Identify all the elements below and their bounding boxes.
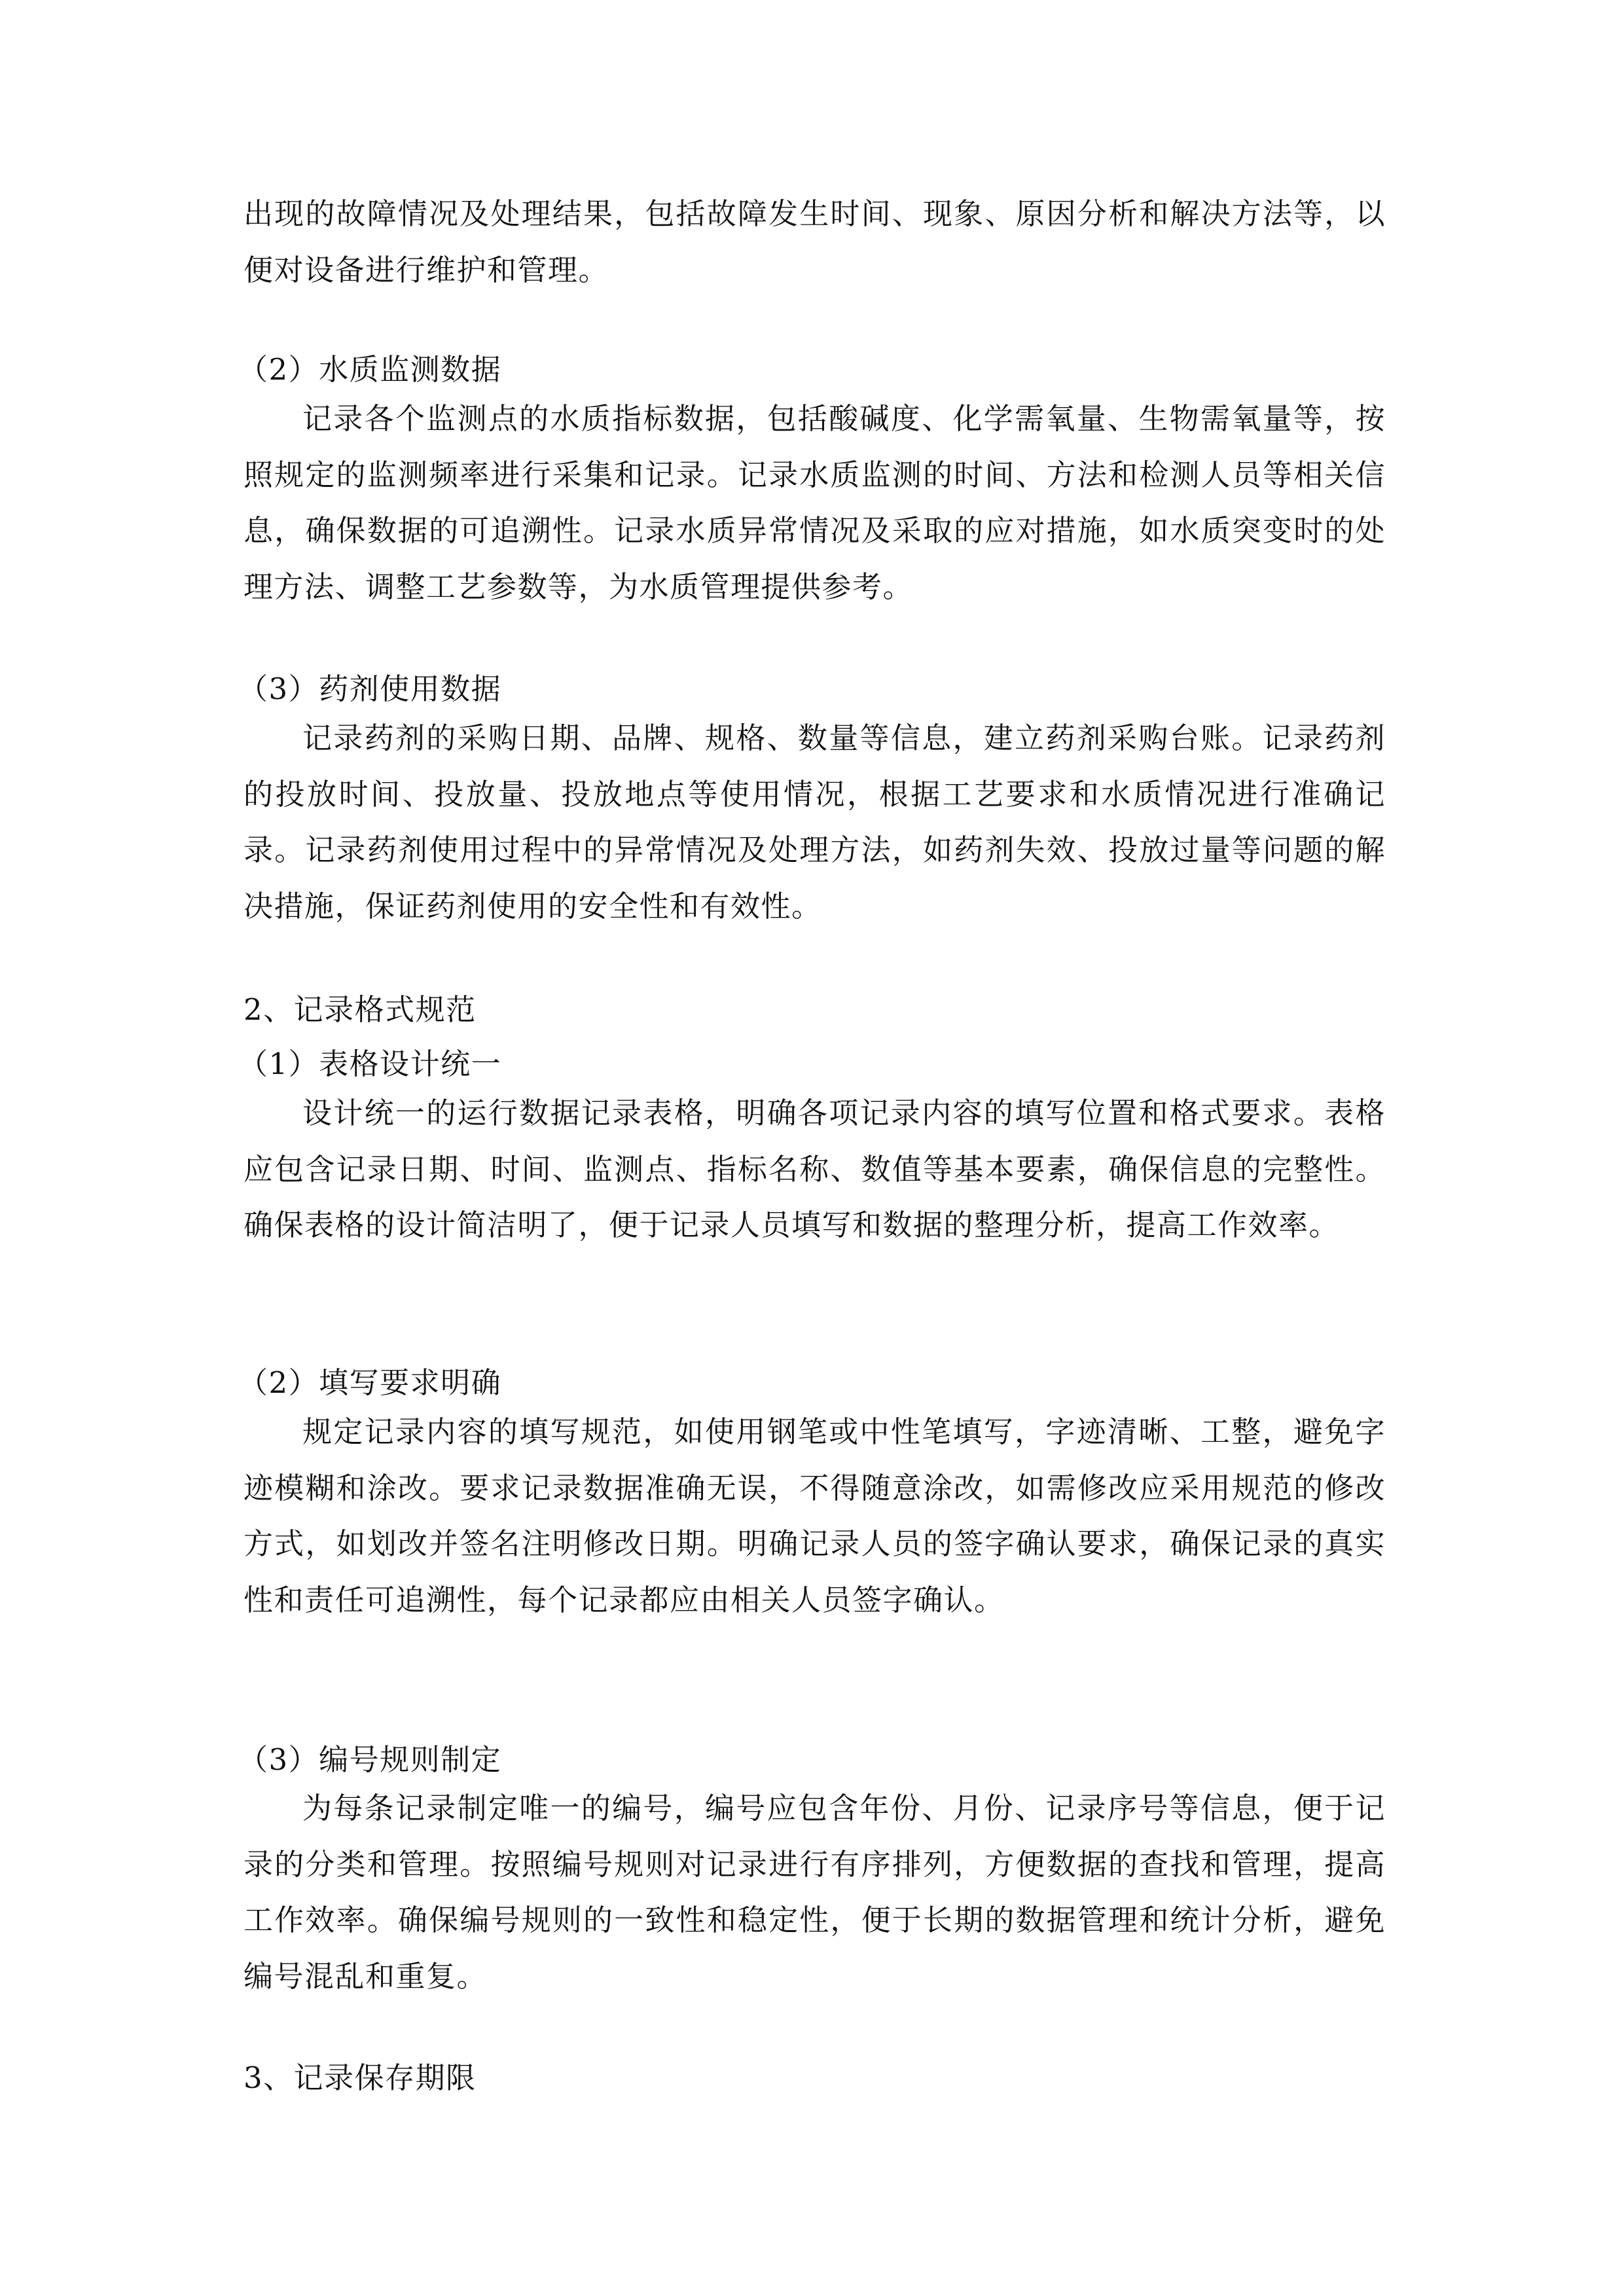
paragraph-fault-records-continued: 出现的故障情况及处理结果，包括故障发生时间、现象、原因分析和解决方法等，以便对设备进行维护和管理。 bbox=[244, 196, 1386, 287]
section-heading-retention-period: 3、记录保存期限 bbox=[244, 2060, 477, 2095]
subheading-filling-requirements: （2）填写要求明确 bbox=[238, 1365, 502, 1400]
section-heading-record-format: 2、记录格式规范 bbox=[244, 992, 477, 1027]
paragraph-water-quality-data: 记录各个监测点的水质指标数据，包括酸碱度、化学需氧量、生物需氧量等，按照规定的监测频率进行采集和记录。记录水质监测的时间、方法和检测人员等相关信息，确保数据的可追溯性。记录水质异常情况及采取的应对措施，如水质突变时的处理方法、调整工艺参数等，为水质管理提供参考。 bbox=[244, 401, 1386, 604]
subheading-chemical-usage-data: （3）药剂使用数据 bbox=[238, 672, 502, 706]
subheading-table-design: （1）表格设计统一 bbox=[238, 1047, 502, 1081]
subheading-numbering-rules: （3）编号规则制定 bbox=[238, 1742, 502, 1777]
paragraph-chemical-usage-data: 记录药剂的采购日期、品牌、规格、数量等信息，建立药剂采购台账。记录药剂的投放时间、投放量、投放地点等使用情况，根据工艺要求和水质情况进行准确记录。记录药剂使用过程中的异常情况及处理方法，如药剂失效、投放过量等问题的解决措施，保证药剂使用的安全性和有效性。 bbox=[244, 721, 1386, 924]
subheading-water-quality-data: （2）水质监测数据 bbox=[238, 352, 502, 387]
paragraph-filling-requirements: 规定记录内容的填写规范，如使用钢笔或中性笔填写，字迹清晰、工整，避免字迹模糊和涂改。要求记录数据准确无误，不得随意涂改，如需修改应采用规范的修改方式，如划改并签名注明修改日期。明确记录人员的签字确认要求，确保记录的真实性和责任可追溯性，每个记录都应由相关人员签字确认。 bbox=[244, 1414, 1386, 1617]
paragraph-table-design: 设计统一的运行数据记录表格，明确各项记录内容的填写位置和格式要求。表格应包含记录日期、时间、监测点、指标名称、数值等基本要素，确保信息的完整性。确保表格的设计简洁明了，便于记录人员填写和数据的整理分析，提高工作效率。 bbox=[244, 1096, 1386, 1242]
paragraph-numbering-rules: 为每条记录制定唯一的编号，编号应包含年份、月份、记录序号等信息，便于记录的分类和管理。按照编号规则对记录进行有序排列，方便数据的查找和管理，提高工作效率。确保编号规则的一致性和稳定性，便于长期的数据管理和统计分析，避免编号混乱和重复。 bbox=[244, 1791, 1386, 1994]
